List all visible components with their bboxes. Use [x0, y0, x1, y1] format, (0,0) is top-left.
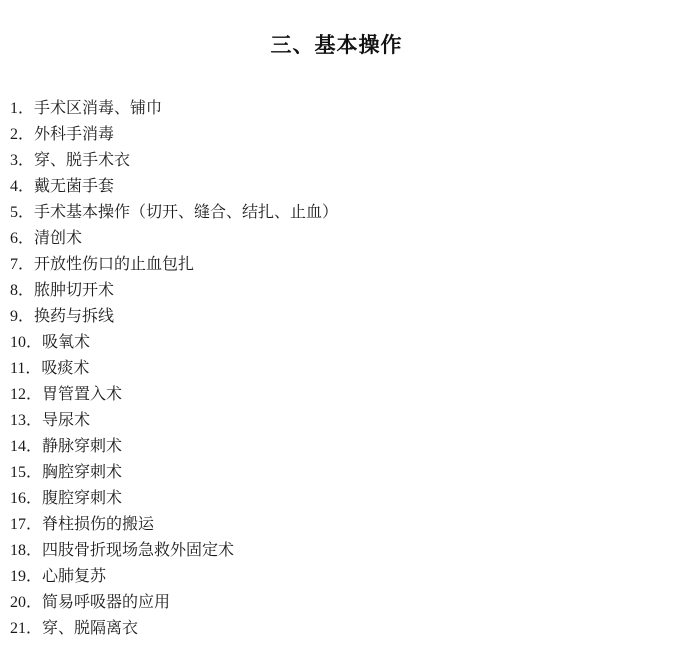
- list-item: 17．脊柱损伤的搬运: [10, 516, 155, 534]
- list-item: 18．四肢骨折现场急救外固定术: [10, 542, 235, 560]
- list-item: 6．清创术: [10, 230, 83, 248]
- list-item: 5．手术基本操作（切开、缝合、结扎、止血）: [10, 204, 339, 222]
- list-item: 4．戴无菌手套: [10, 178, 115, 196]
- list-item: 21．穿、脱隔离衣: [10, 620, 139, 638]
- list-item: 15．胸腔穿刺术: [10, 464, 123, 482]
- list-item: 2．外科手消毒: [10, 126, 115, 144]
- page-title: 三、基本操作: [270, 33, 403, 57]
- list-item: 20．简易呼吸器的应用: [10, 594, 171, 612]
- list-item: 11．吸痰术: [10, 360, 90, 378]
- list-item: 13．导尿术: [10, 412, 91, 430]
- list-item: 1．手术区消毒、铺巾: [10, 100, 163, 118]
- numbered-list: [0, 58, 673, 642]
- list-item: 14．静脉穿刺术: [10, 438, 123, 456]
- list-item: 10．吸氧术: [10, 334, 91, 352]
- list-item: 8．脓肿切开术: [10, 282, 115, 300]
- list-item: 9．换药与拆线: [10, 308, 115, 326]
- list-item: 3．穿、脱手术衣: [10, 152, 131, 170]
- list-item: 19．心肺复苏: [10, 568, 107, 586]
- list-item: 12．胃管置入术: [10, 386, 123, 404]
- list-item: 16．腹腔穿刺术: [10, 490, 123, 508]
- list-item: 7．开放性伤口的止血包扎: [10, 256, 195, 274]
